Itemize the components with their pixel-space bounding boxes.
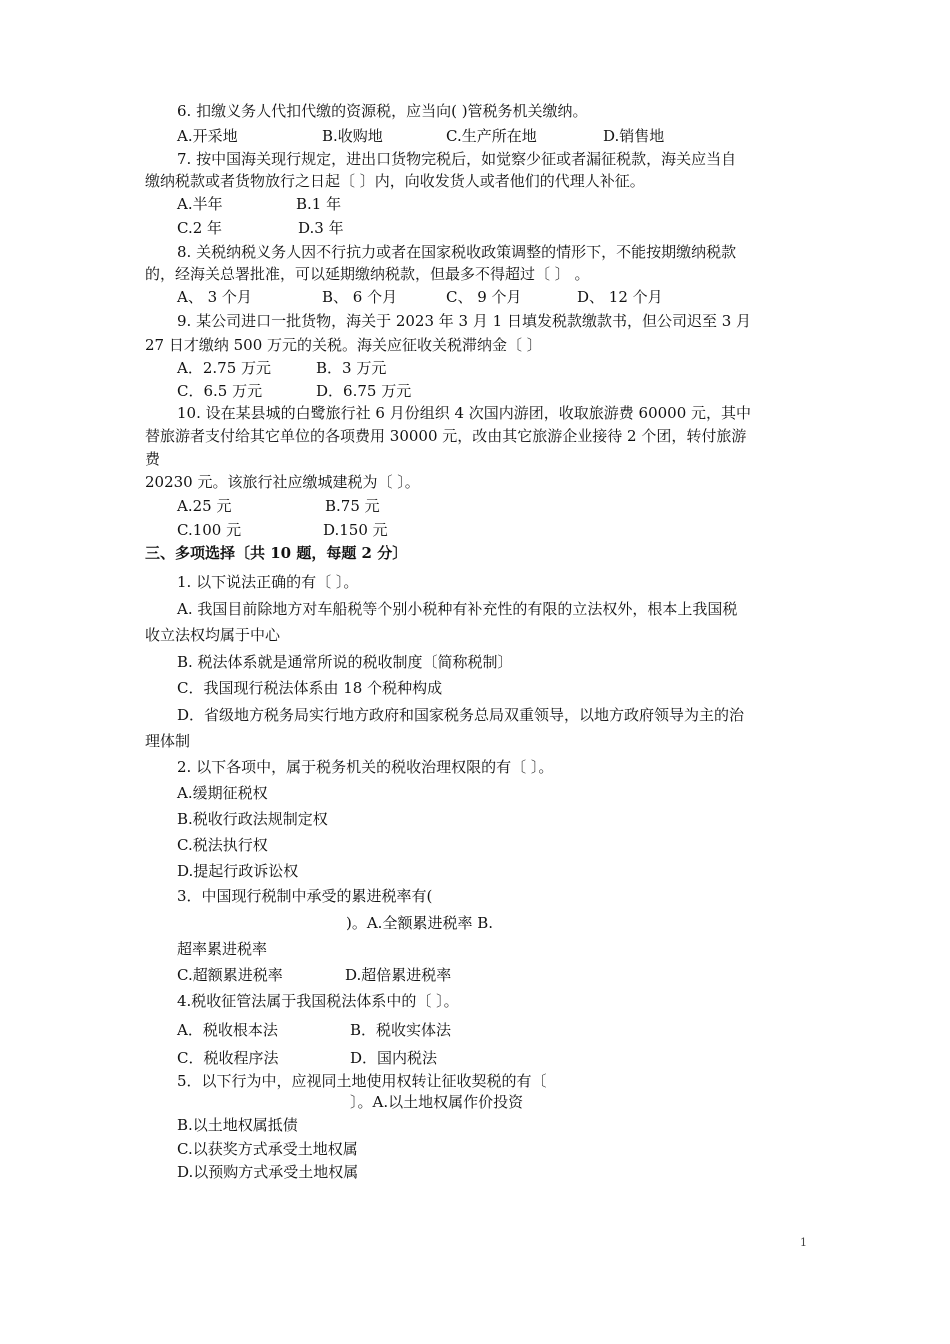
q9-stem-line2: 27 日才缴纳 500 万元的关税。海关应征收关税滞纳金〔 〕: [145, 336, 542, 354]
q7-option-c: C.2 年: [177, 219, 223, 237]
m4-stem: 4.税收征管法属于我国税法体系中的〔 〕。: [177, 992, 459, 1010]
m1-option-c: C．我国现行税法体系由 18 个税种构成: [177, 679, 443, 697]
m3-stem-line2: )。A.全额累进税率 B.: [346, 914, 494, 932]
q7-stem-line2: 缴纳税款或者货物放行之日起〔 〕内，向收发货人或者他们的代理人补征。: [145, 172, 645, 190]
q9-option-a: A．2.75 万元: [177, 359, 271, 377]
m2-stem: 2. 以下各项中，属于税务机关的税收治理权限的有〔 〕。: [177, 758, 554, 776]
m2-option-d: D.提起行政诉讼权: [177, 862, 299, 880]
q8-stem-line2: 的，经海关总署批准，可以延期缴纳税款，但最多不得超过〔 〕 。: [145, 265, 590, 283]
q10-stem-line4: 20230 元。该旅行社应缴城建税为〔 〕。: [145, 473, 420, 491]
m4-option-a: A．税收根本法: [177, 1021, 278, 1039]
q8-option-d: D、 12 个月: [577, 288, 663, 306]
q10-stem-line2: 替旅游者支付给其它单位的各项费用 30000 元，改由其它旅游企业接待 2 个团，转付旅游: [145, 427, 747, 445]
page-number: 1: [800, 1236, 807, 1249]
q8-option-b: B、 6 个月: [322, 288, 398, 306]
m1-option-b: B. 税法体系就是通常所说的税收制度〔简称税制〕: [177, 653, 513, 671]
q6-option-d: D.销售地: [603, 127, 665, 145]
m3-option-d: D.超倍累进税率: [345, 966, 452, 984]
m5-option-c: C.以获奖方式承受土地权属: [177, 1140, 358, 1158]
m4-option-c: C．税收程序法: [177, 1049, 279, 1067]
m2-option-b: B.税收行政法规制定权: [177, 810, 328, 828]
m4-option-d: D．国内税法: [350, 1049, 438, 1067]
m5-option-d: D.以预购方式承受土地权属: [177, 1163, 359, 1181]
q9-option-d: D．6.75 万元: [316, 382, 412, 400]
m5-stem-line1: 5．以下行为中，应视同土地使用权转让征收契税的有〔: [177, 1072, 547, 1090]
q10-option-a: A.25 元: [177, 497, 232, 515]
m1-option-a-line2: 收立法权均属于中心: [145, 626, 281, 644]
q6-stem: 6. 扣缴义务人代扣代缴的资源税，应当向( )管税务机关缴纳。: [177, 102, 588, 120]
q6-option-c: C.生产所在地: [446, 127, 537, 145]
m2-option-c: C.税法执行权: [177, 836, 268, 854]
m2-option-a: A.缓期征税权: [177, 784, 268, 802]
q8-option-c: C、 9 个月: [446, 288, 522, 306]
q6-option-b: B.收购地: [322, 127, 383, 145]
m5-stem-line2: 〕。A.以土地权属作价投资: [350, 1093, 524, 1111]
q7-option-a: A.半年: [177, 195, 223, 213]
q10-stem-line1: 10. 设在某县城的白鹭旅行社 6 月份组织 4 次国内游团，收取旅游费 60000 元，其中: [177, 404, 752, 422]
m5-option-b: B.以土地权属抵债: [177, 1116, 298, 1134]
m3-option-b: 超率累进税率: [177, 940, 268, 958]
m1-option-d-line2: 理体制: [145, 732, 191, 750]
q9-stem-line1: 9. 某公司进口一批货物，海关于 2023 年 3 月 1 日填发税款缴款书，但公司迟至 3 月: [177, 312, 752, 330]
q6-option-a: A.开采地: [177, 127, 238, 145]
q9-option-c: C．6.5 万元: [177, 382, 263, 400]
q10-option-c: C.100 元: [177, 521, 242, 539]
q9-option-b: B．3 万元: [316, 359, 387, 377]
q10-stem-line3: 费: [145, 450, 161, 468]
q10-option-b: B.75 元: [325, 497, 380, 515]
m1-option-d-line1: D．省级地方税务局实行地方政府和国家税务总局双重领导，以地方政府领导为主的治: [177, 706, 745, 724]
q7-stem-line1: 7. 按中国海关现行规定，进出口货物完税后，如觉察少征或者漏征税款，海关应当自: [177, 150, 737, 168]
q10-option-d: D.150 元: [323, 521, 388, 539]
q8-stem-line1: 8. 关税纳税义务人因不行抗力或者在国家税收政策调整的情形下，不能按期缴纳税款: [177, 243, 737, 261]
m4-option-b: B．税收实体法: [350, 1021, 452, 1039]
q7-option-d: D.3 年: [298, 219, 344, 237]
section-heading-multiple-choice: 三、多项选择〔共 10 题，每题 2 分〕: [145, 544, 408, 562]
q8-option-a: A、 3 个月: [177, 288, 252, 306]
m3-stem-line1: 3．中国现行税制中承受的累进税率有(: [177, 887, 433, 905]
q7-option-b: B.1 年: [296, 195, 342, 213]
m3-option-c: C.超额累进税率: [177, 966, 283, 984]
m1-option-a-line1: A. 我国目前除地方对车船税等个别小税种有补充性的有限的立法权外，根本上我国税: [177, 600, 738, 618]
m1-stem: 1. 以下说法正确的有〔 〕。: [177, 573, 359, 591]
